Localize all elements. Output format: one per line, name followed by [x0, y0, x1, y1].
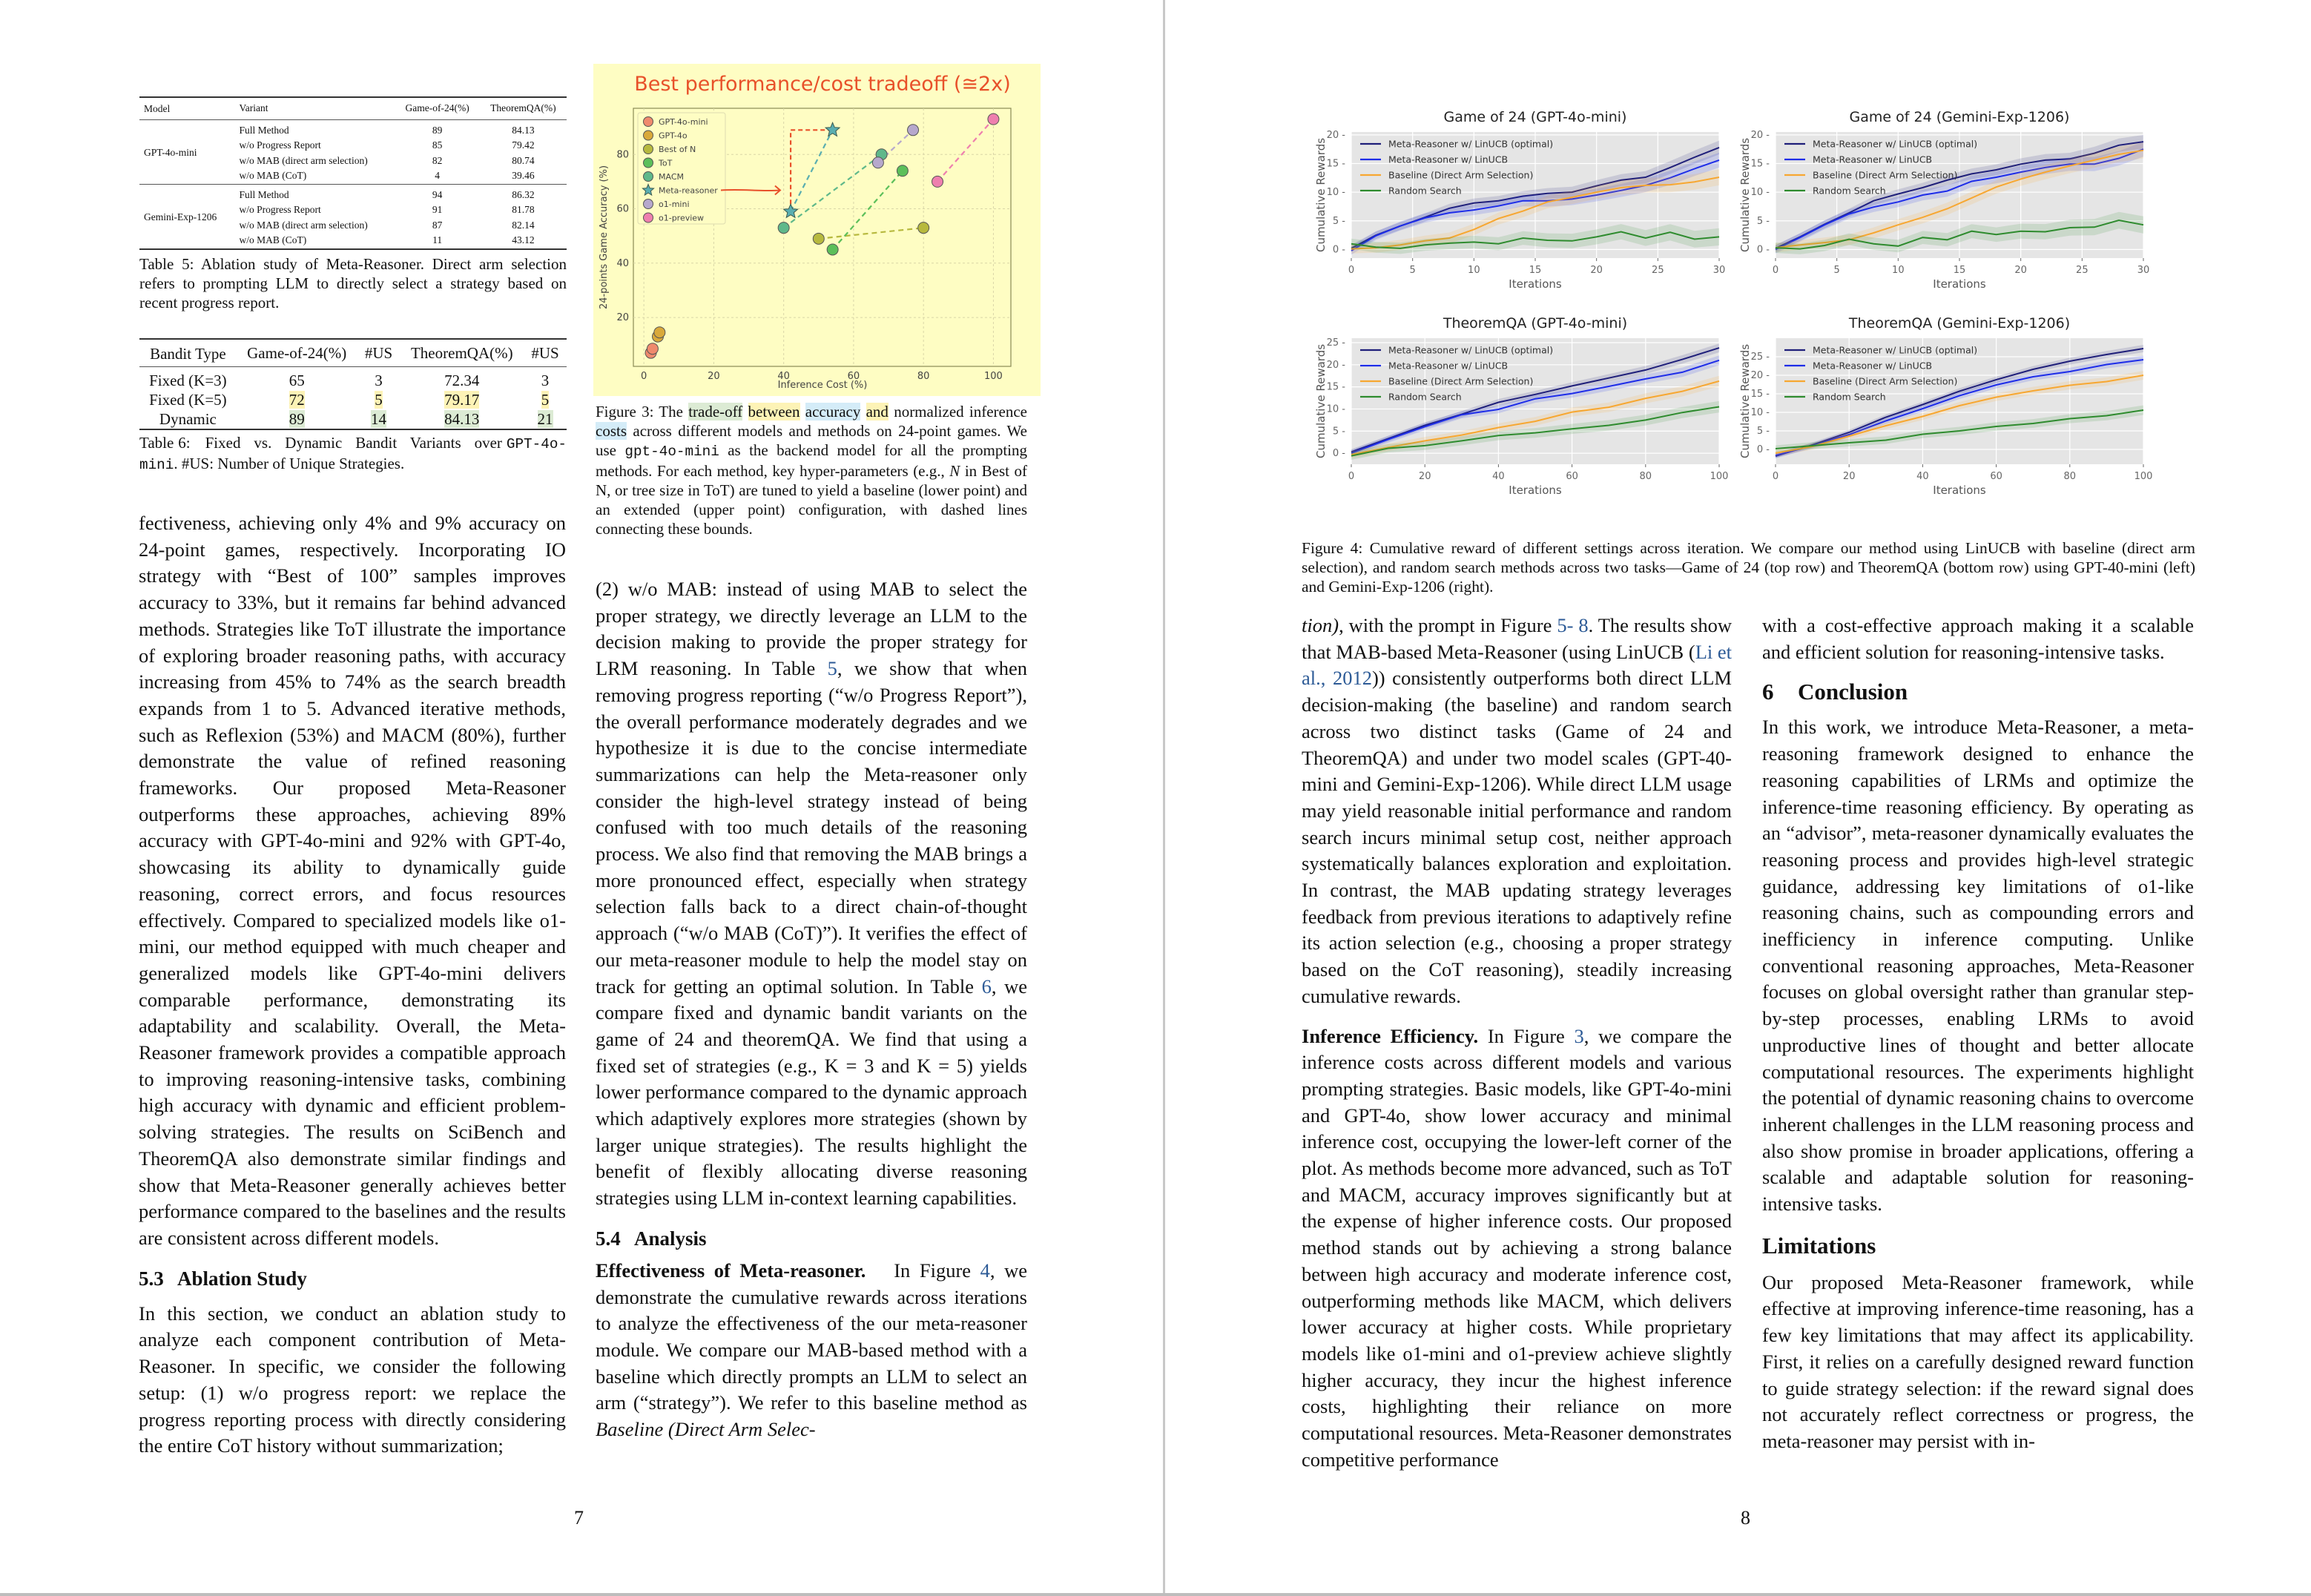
x-tick-label: 25: [2076, 265, 2089, 276]
legend-label: GPT-4o-mini: [659, 117, 708, 127]
y-tick-label: 60: [616, 203, 629, 215]
subplot-game24-gpt4omini: [1313, 104, 1743, 315]
variant-cell: w/o Progress Report: [239, 139, 321, 151]
theoremqa-cell: 80.74: [512, 154, 535, 166]
x-tick-label: 10: [1892, 265, 1905, 276]
caption-label: Figure 4:: [1302, 539, 1363, 557]
game24-cell: 85: [432, 139, 443, 151]
game24-cell: [237, 409, 357, 429]
x-tick-label: 20: [708, 371, 720, 382]
x-tick-label: 20: [1842, 471, 1856, 482]
x-tick-label: 80: [1639, 471, 1652, 482]
figure-4-link[interactable]: 4: [980, 1259, 990, 1282]
y-tick-label: 10 -: [1750, 187, 1770, 199]
highlighted-word: costs: [596, 422, 627, 440]
x-tick-label: 20: [2014, 265, 2027, 276]
y-axis-label: Cumulative Rewards: [1738, 137, 1752, 253]
caption-text: across different models and methods on 24-point games. We use: [596, 422, 1027, 459]
y-axis-label: 24-points Game Accuracy (%): [599, 165, 610, 310]
cell-value: Dynamic: [159, 410, 217, 428]
y-tick-label: 15 -: [1750, 158, 1770, 170]
x-tick-label: 0: [1348, 265, 1355, 276]
caption-code: gpt-4o-mini: [624, 443, 719, 460]
variant-cell: w/o MAB (direct arm selection): [239, 154, 368, 166]
legend-label: Best of N: [659, 145, 696, 154]
us1-cell: [357, 367, 400, 391]
x-tick-label: 10: [1468, 265, 1480, 276]
legend-label: Meta-Reasoner w/ LinUCB (optimal): [1388, 138, 1554, 150]
table-6-header: TheoremQA(%): [410, 344, 513, 362]
line-chart-svg: [1737, 310, 2167, 521]
legend-label: Meta-Reasoner w/ LinUCB (optimal): [1388, 344, 1554, 356]
caption-text: . #US: Number of Unique Strategies.: [174, 455, 405, 472]
cell-value: 84.13: [444, 410, 480, 428]
y-tick-label: 0 -: [1332, 244, 1345, 256]
cell-value: 79.17: [444, 391, 480, 409]
y-tick-label: 15 -: [1750, 389, 1770, 400]
legend: [638, 113, 725, 224]
paragraph: Our proposed Meta-Reasoner framework, while effective at improving inference-time reasoning, has a few key limitations that may affect its applicability. First, it relies on a carefully designed reward function to guide strategy selection: if the reward signal does not accurately reflect correctness or progress, the meta-reasoner may persist with in-: [1762, 1270, 2194, 1452]
chart-title: Game of 24 (Gemini-Exp-1206): [1849, 109, 2070, 125]
legend-marker: [644, 213, 653, 222]
table-5-link[interactable]: 5: [827, 657, 837, 680]
y-tick-label: 20 -: [1326, 359, 1345, 371]
x-tick-label: 100: [1710, 471, 1729, 482]
x-tick-label: 100: [984, 371, 1003, 382]
legend-label: Baseline (Direct Arm Selection): [1388, 169, 1534, 181]
game24-cell: [237, 367, 357, 391]
legend-marker: [644, 145, 653, 154]
y-tick-label: 80: [616, 149, 629, 161]
type-cell: [139, 390, 237, 409]
table-6-caption: [139, 433, 567, 475]
caption-text: Cumulative reward of different settings across iteration. We compare our method using LinUCB with baseline (direct arm selection), and random search methods across two tasks—Game of 24 (top row) and TheoremQA (bottom row) using GPT-40-mini (left) and Gemini-Exp-1206 (right).: [1302, 539, 2195, 596]
y-tick-label: 0 -: [1332, 448, 1345, 460]
cell-value: 21: [537, 410, 553, 428]
data-point-best-of-n: [813, 233, 824, 244]
paragraph: Inference Efficiency. In Figure 3, we compare the inference costs across different models and various prompting strategies. Basic models, like GPT-4o-mini and GPT-4o, show lower accuracy and minimal inference cost, occupying the lower-left corner of the plot. As methods become more advanced, such as ToT and MACM, accuracy improves significantly but at the expense of higher inference costs. Our proposed method stands out by achieving a strong balance between high accuracy and moderate inference cost, outperforming methods like MACM, which delivers lower accuracy at higher costs. While proprietary models like o1-mini and o1-preview achieve slightly higher accuracy, they incur the highest inference costs, highlighting their reliance on more computational resources. Meta-Reasoner demonstrates competitive performance: [1302, 1024, 1732, 1471]
table-5: [139, 96, 567, 312]
dashed-link-best-of-n: [819, 228, 923, 239]
legend-label: Random Search: [1388, 391, 1462, 403]
x-tick-label: 30: [1712, 265, 1726, 276]
cell-value: 72.34: [444, 372, 480, 389]
variant-cell: Full Method: [239, 188, 289, 200]
paragraph: with a cost-effective approach making it a scalable and efficient solution for reasoning-intensive tasks.: [1762, 614, 2194, 663]
legend-label: Random Search: [1813, 391, 1886, 403]
x-tick-label: 0: [1348, 471, 1355, 482]
data-point-gpt-4o: [654, 327, 665, 338]
table-row: [139, 119, 567, 138]
legend-label: Meta-Reasoner w/ LinUCB: [1388, 154, 1509, 165]
data-point-meta-reasoner: [784, 204, 798, 217]
y-tick-label: 0 -: [1756, 244, 1770, 256]
x-axis-label: Iterations: [1509, 484, 1562, 497]
table-6: [139, 338, 567, 475]
table-6-header: Game-of-24(%): [247, 344, 347, 362]
variant-cell: w/o MAB (CoT): [239, 170, 307, 181]
y-tick-label: 10 -: [1750, 407, 1770, 418]
us2-cell: [524, 390, 567, 409]
cell-value: 3: [375, 372, 383, 389]
figure-5-8-link[interactable]: 5- 8: [1557, 614, 1589, 636]
game24-cell: 82: [432, 154, 443, 166]
us1-cell: [357, 390, 400, 409]
right-page-left-column: [1302, 613, 1732, 1474]
caption-label: Table 5:: [139, 254, 194, 273]
x-tick-label: 60: [847, 371, 860, 382]
type-cell: [139, 367, 237, 391]
figure-3-link[interactable]: 3: [1574, 1024, 1584, 1047]
caption-code: GPT-4o-mini: [139, 436, 567, 473]
game24-cell: 89: [432, 124, 443, 136]
x-tick-label: 20: [1590, 265, 1603, 276]
table-6-link[interactable]: 6: [981, 975, 992, 998]
caption-text: normalized inference: [894, 403, 1027, 421]
y-axis-label: Cumulative Rewards: [1314, 137, 1328, 253]
viewer-bottom-edge: [0, 1593, 2311, 1596]
legend-label: Baseline (Direct Arm Selection): [1388, 375, 1534, 387]
data-point-tot: [827, 244, 838, 255]
theoremqa-cell: 43.12: [512, 234, 535, 245]
legend-label: Meta-Reasoner w/ LinUCB: [1813, 360, 1933, 372]
legend-marker: [644, 200, 653, 209]
game24-cell: 91: [432, 204, 443, 215]
caption-label: Figure 3:: [596, 403, 654, 421]
x-tick-label: 25: [1652, 265, 1664, 276]
table-5-header: Game-of-24(%): [405, 102, 469, 113]
theoremqa-cell: 84.13: [512, 124, 535, 136]
left-column-text: [139, 510, 566, 1460]
y-tick-label: 15 -: [1326, 381, 1345, 393]
table-6-header: #US: [364, 344, 393, 362]
figure-3-chart: [593, 64, 1041, 396]
legend-label: ToT: [659, 158, 673, 168]
legend-marker: [644, 158, 653, 168]
legend-marker: [644, 172, 653, 182]
y-tick-label: 15 -: [1326, 158, 1345, 170]
paragraph: (2) w/o MAB: instead of using MAB to select the proper strategy, we directly leverage an LLM to the decision making to provide the proper strategy for LRM reasoning. In Table 5, we show that when removing progress reporting (“w/o Progress Report”), the overall performance moderately degrades and we hypothesize it is due to the concise intermediate summarizations can help the Meta-reasoner only consider the high-level strategy instead of being confused with too much details of the reasoning process. We also find that removing the MAB brings a more pronounced effect, especially when strategy selection falls back to a direct chain-of-thought approach (“w/o MAB (CoT)”). It verifies the effect of our meta-reasoner module to help the model stay on track for getting an optimal solution. In Table 6, we compare fixed and dynamic bandit variants on the game of 24 and theoremQA. We find that using a fixed set of strategies (e.g., K = 3 and K = 5) yields lower performance compared to the dynamic approach which adaptively explores more strategies (shown by larger unique strategies). The results highlight the benefit of flexibly allocating diverse reasoning strategies using LLM in-context learning capabilities.: [596, 578, 1028, 1210]
highlighted-word: accuracy: [805, 403, 861, 421]
y-tick-label: 5 -: [1756, 426, 1770, 437]
data-point-o1-mini: [872, 157, 883, 168]
legend-label: MACM: [659, 172, 684, 182]
section-heading-6: 6 Conclusion: [1762, 679, 1908, 705]
x-tick-label: 60: [1990, 471, 2002, 482]
paragraph: tion), with the prompt in Figure 5- 8. The results show that MAB-based Meta-Reasoner (using LinUCB (Li et al., 2012)) consistently outperforms both direct LLM decision-making (the baseline) and random search across two distinct tasks (Game of 24 and TheoremQA) and under two model scales (GPT-40-mini and Gemini-Exp-1206). While direct LLM usage may yield reasonable initial performance and random search incurs minimal setup cost, neither approach systematically balances exploration and exploitation. In contrast, the MAB updating strategy leverages feedback from previous iterations to adaptively refine its action selection (e.g., choosing a proper strategy based on the CoT reasoning), steadily increasing cumulative rewards.: [1302, 614, 1733, 1007]
legend-label: o1-preview: [659, 213, 705, 223]
model-cell: Gemini-Exp-1206: [144, 211, 217, 223]
highlighted-word: between: [748, 403, 800, 421]
legend-marker: [644, 117, 653, 127]
x-axis-label: Inference Cost (%): [777, 380, 868, 391]
x-tick-label: 40: [1492, 471, 1505, 482]
table-5-grid: [139, 96, 567, 250]
chart-title: TheoremQA (GPT-4o-mini): [1443, 315, 1628, 332]
table-6-header: Bandit Type: [150, 345, 226, 363]
x-tick-label: 5: [1409, 265, 1416, 276]
theoremqa-cell: 79.42: [512, 139, 535, 151]
x-tick-label: 20: [1418, 471, 1431, 482]
y-tick-label: 40: [616, 257, 629, 269]
theoremqa-cell: 81.78: [512, 204, 535, 215]
chart-title: Game of 24 (GPT-4o-mini): [1443, 109, 1627, 125]
theoremqa-cell: 82.14: [512, 219, 535, 231]
caption-text: Ablation study of Meta-Reasoner. Direct arm selection refers to prompting LLM to directly select a strategy based on recent progress report.: [139, 254, 567, 311]
x-tick-label: 80: [917, 371, 930, 382]
subplot-theoremqa-gpt4omini: [1313, 310, 1743, 521]
cell-value: Fixed (K=5): [149, 391, 227, 409]
legend-label: Baseline (Direct Arm Selection): [1813, 169, 1958, 181]
y-tick-label: 20 -: [1750, 370, 1770, 381]
data-point-o1-preview: [988, 113, 999, 125]
legend-label: Meta-Reasoner w/ LinUCB (optimal): [1813, 138, 1978, 150]
figure-4: [1313, 104, 2166, 527]
us2-cell: [524, 367, 567, 391]
dashed-link-meta-reasoner: [791, 130, 833, 211]
caption-text: Fixed vs. Dynamic Bandit Variants over: [205, 434, 502, 452]
x-tick-label: 40: [777, 371, 790, 382]
x-axis-label: Iterations: [1509, 277, 1562, 291]
legend-marker: [644, 131, 653, 140]
cell-value: 72: [289, 391, 305, 409]
y-tick-label: 10 -: [1326, 403, 1345, 415]
line-chart-svg: [1737, 104, 2167, 315]
cell-value: 3: [541, 372, 550, 389]
legend-label: Meta-Reasoner w/ LinUCB (optimal): [1813, 344, 1978, 356]
caption-label: Table 6:: [139, 434, 191, 452]
middle-column-text: [596, 576, 1027, 1443]
y-tick-label: 5 -: [1332, 215, 1345, 227]
y-tick-label: 0 -: [1756, 444, 1770, 455]
subplot-theoremqa-gemini: [1737, 310, 2167, 521]
page-number: 7: [574, 1507, 584, 1529]
annotation-arrow: [721, 190, 780, 191]
legend-label: Random Search: [1388, 185, 1462, 197]
cell-value: 65: [289, 372, 305, 389]
table-row: [139, 409, 567, 429]
paragraph: Effectiveness of Meta-reasoner. In Figure 4, we demonstrate the cumulative rewards across iterations to analyze the effectiveness of the our meta-reasoner module. We compare our MAB-based method with a baseline which directly prompts an LLM to select an arm (“strategy”). We refer to this baseline method as Baseline (Direct Arm Selec-: [596, 1259, 1028, 1441]
chart-title: Best performance/cost tradeoff (≅2x): [634, 73, 1011, 96]
cell-value: Fixed (K=3): [149, 372, 227, 389]
y-tick-label: 5 -: [1332, 426, 1345, 438]
table-6-header: #US: [531, 344, 559, 362]
figure-3-svg: [593, 64, 1041, 396]
game24-cell: 94: [432, 188, 443, 200]
table-row: [139, 390, 567, 409]
x-tick-label: 0: [640, 371, 647, 382]
data-point-macm: [778, 222, 789, 234]
cell-value: 5: [541, 391, 550, 409]
theoremqa-cell: [400, 409, 524, 429]
page-number: 8: [1741, 1507, 1750, 1529]
table-5-header: TheoremQA(%): [490, 102, 556, 113]
caption-text: The: [659, 403, 683, 421]
line-chart-svg: [1313, 104, 1743, 315]
cell-value: 14: [371, 410, 387, 428]
variant-cell: w/o MAB (direct arm selection): [239, 219, 368, 231]
legend-label: Meta-Reasoner w/ LinUCB: [1813, 154, 1933, 165]
x-tick-label: 5: [1833, 265, 1840, 276]
x-tick-label: 0: [1772, 265, 1779, 276]
chart-title: TheoremQA (Gemini-Exp-1206): [1848, 315, 2071, 332]
legend-label: Random Search: [1813, 185, 1886, 197]
data-point-best-of-n: [918, 222, 929, 234]
line-chart-svg: [1313, 310, 1743, 521]
legend-label: Meta-reasoner: [659, 185, 718, 196]
y-tick-label: 20: [616, 312, 629, 324]
y-tick-label: 20 -: [1750, 129, 1770, 141]
dashed-link-macm: [784, 154, 882, 228]
y-axis-label: Cumulative Rewards: [1314, 343, 1328, 459]
legend-label: o1-mini: [659, 200, 690, 209]
table-6-grid: [139, 338, 567, 430]
limitations-heading: Limitations: [1762, 1232, 1876, 1259]
y-tick-label: 25 -: [1750, 352, 1770, 363]
us1-cell: [357, 409, 400, 429]
cell-value: 5: [375, 391, 383, 409]
legend-label: Baseline (Direct Arm Selection): [1813, 375, 1958, 387]
legend-label: Meta-Reasoner w/ LinUCB: [1388, 360, 1509, 372]
variant-cell: w/o MAB (CoT): [239, 234, 307, 245]
game24-cell: [237, 390, 357, 409]
highlighted-word: and: [866, 403, 889, 421]
table-5-header: Model: [144, 103, 171, 114]
type-cell: [139, 409, 237, 429]
section-heading-5-3: 5.3 Ablation Study: [139, 1267, 307, 1290]
table-5-header: Variant: [239, 102, 268, 113]
game24-cell: 4: [435, 170, 440, 181]
y-tick-label: 25 -: [1326, 337, 1345, 349]
x-tick-label: 40: [1916, 471, 1929, 482]
theoremqa-cell: 86.32: [512, 188, 535, 200]
cell-value: 89: [289, 410, 305, 428]
citation-li-2012[interactable]: Li et al., 2012: [1302, 640, 1732, 690]
data-point-o1-mini: [908, 125, 919, 136]
y-tick-label: 10 -: [1326, 187, 1345, 199]
x-axis-label: Iterations: [1933, 277, 1986, 291]
dashed-link-o1-preview: [937, 119, 993, 182]
data-point-o1-preview: [932, 176, 943, 187]
game24-cell: 87: [432, 219, 443, 231]
theoremqa-cell: [400, 390, 524, 409]
x-tick-label: 0: [1772, 471, 1779, 482]
right-page-right-column: [1762, 613, 2194, 1455]
x-axis-label: Iterations: [1933, 484, 1986, 497]
theoremqa-cell: [400, 367, 524, 391]
x-tick-label: 15: [1529, 265, 1542, 276]
data-point-tot: [897, 165, 908, 177]
theoremqa-cell: 39.46: [512, 170, 535, 181]
figure-4-caption: [1302, 538, 2195, 596]
x-tick-label: 15: [1953, 265, 1966, 276]
game24-cell: 11: [432, 234, 443, 245]
data-point-gpt-4o-mini: [647, 343, 658, 355]
x-tick-label: 80: [2063, 471, 2077, 482]
data-point-meta-reasoner: [825, 122, 840, 136]
table-row: [139, 367, 567, 391]
x-tick-label: 60: [1566, 471, 1578, 482]
table-5-caption: [139, 254, 567, 312]
paragraph: fectiveness, achieving only 4% and 9% accuracy on 24-point games, respectively. Incorporating IO strategy with “Best of 100” samples improves accuracy to 33%, but it remains far behind advanced methods. Strategies like ToT illustrate the importance of exploring broader reasoning paths, with accuracy increasing from 45% to 74% as the search breadth expands from 1 to 5. Advanced iterative methods, such as Reflexion (53%) and MACM (80%), further demonstrate the value of refined reasoning frameworks. Our proposed Meta-Reasoner outperforms these approaches, achieving 89% accuracy with GPT-4o-mini and 92% with GPT-4o, showcasing its ability to dynamically guide reasoning, correct errors, and focus resources effectively. Compared to specialized models like o1-mini, our method equipped with much cheaper and generalized models like GPT-4o-mini delivers comparable performance, demonstrating its adaptability and scalability. Overall, the Meta-Reasoner framework provides a compatible approach to improving reasoning-intensive tasks, combining high accuracy with dynamic and efficient problem-solving strategies. The results on SciBench and TheoremQA also demonstrate similar findings and show that Meta-Reasoner generally achieves better performance compared to the baselines and the results are consistent across different models.: [139, 512, 566, 1249]
legend-label: GPT-4o: [659, 131, 688, 141]
variant-cell: w/o Progress Report: [239, 204, 321, 215]
subplot-game24-gemini: [1737, 104, 2167, 315]
paragraph: In this work, we introduce Meta-Reasoner, a meta-reasoning framework designed to enhance the reasoning capabilities of LRMs and optimize the inference-time reasoning efficiency. By operating as an “advisor”, meta-reasoner dynamically evaluates the reasoning process and provides high-level strategic guidance, addressing key limitations of o1-like reasoning chains, such as compounding errors and inefficiency in inference computing. Unlike conventional reasoning approaches, Meta-Reasoner focuses on global oversight rather than granular step-by-step processes, enabling LRMs to avoid unproductive lines of thought and better allocate computational resources. The experiments highlight the potential of dynamic reasoning chains to overcome inherent challenges in the LLM reasoning process and also show promise in broader applications, offering a scalable and adaptable solution for reasoning-intensive tasks.: [1762, 716, 2194, 1216]
y-tick-label: 20 -: [1326, 129, 1345, 141]
paragraph: In this section, we conduct an ablation study to analyze each component contribution of Meta-Reasoner. In specific, we consider the following setup: (1) w/o progress report: we replace the progress reporting process with directly considering the entire CoT history without summarization;: [139, 1302, 566, 1457]
highlighted-word: trade-off: [688, 403, 743, 421]
x-tick-label: 30: [2137, 265, 2150, 276]
us2-cell: [524, 409, 567, 429]
figure-3-caption: Figure 3: The trade-off between accuracy and normalized inference costs across different models and methods on 24-point games. We use gpt-4o-mini as the backend model for all the prompting methods. For each method, key hyper-parameters (e.g., N in Best of N, or tree size in ToT) are tuned to yield a baseline (lower point) and an extended (upper point) configuration, with dashed lines connecting these bounds.: [596, 403, 1028, 538]
y-tick-label: 5 -: [1756, 215, 1770, 227]
section-heading-5-4: 5.4 Analysis: [596, 1227, 707, 1250]
y-axis-label: Cumulative Rewards: [1738, 343, 1752, 459]
variant-cell: Full Method: [239, 124, 289, 136]
table-row: [139, 184, 567, 202]
x-tick-label: 100: [2134, 471, 2153, 482]
model-cell: GPT-4o-mini: [144, 147, 197, 159]
